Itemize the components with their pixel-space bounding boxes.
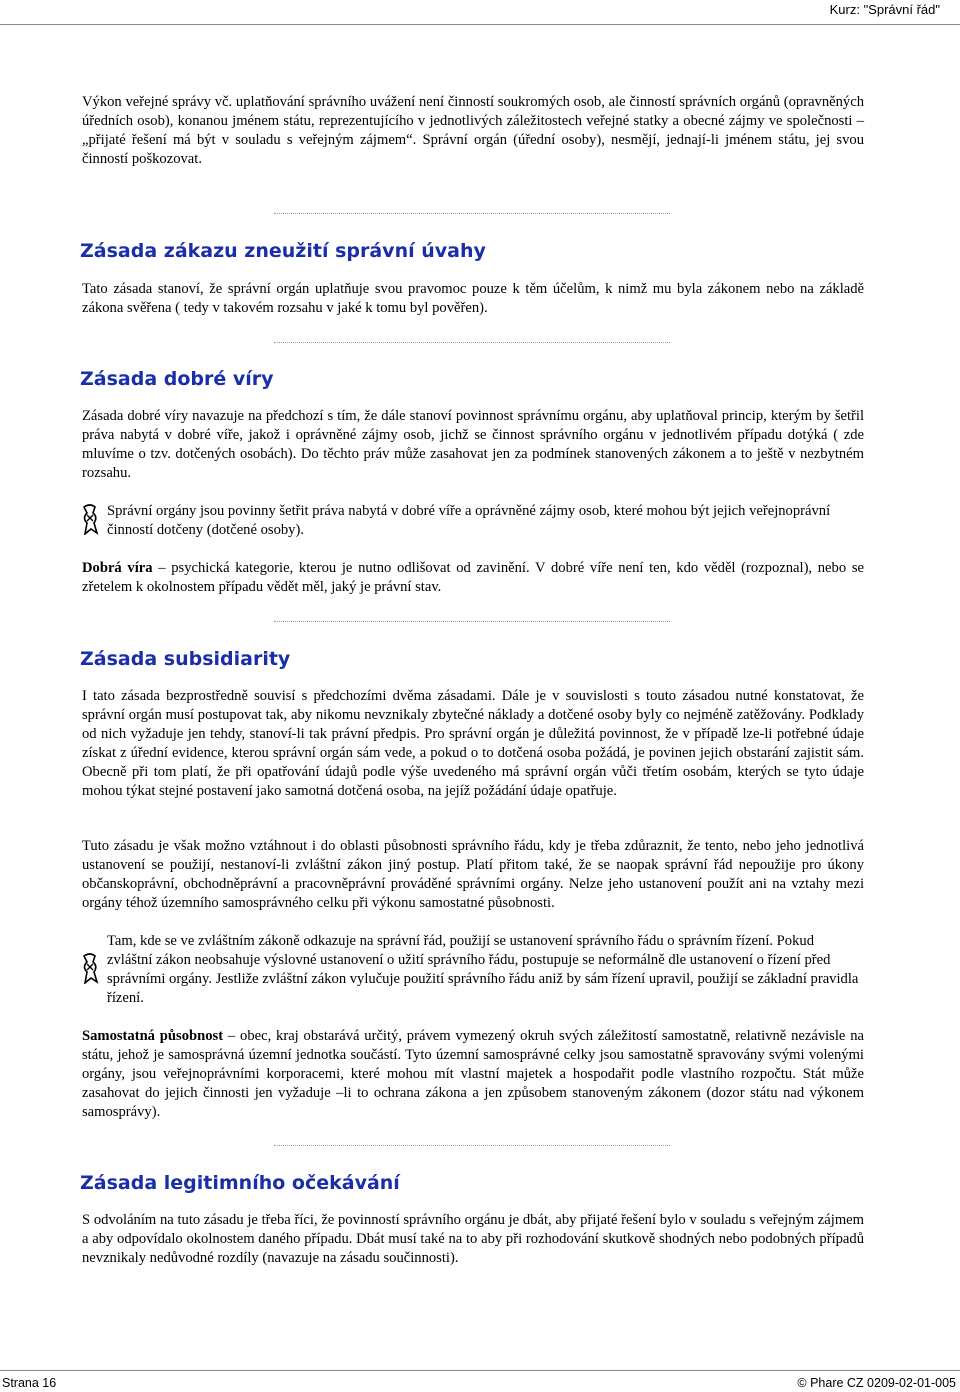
section-body-subsidiarity-2 <box>82 837 864 913</box>
paragraph: Tato zásada stanoví, že správní orgán uplatňuje svou pravomoc pouze k těm účelům, k nimž mu byla zákonem nebo na základě zákona svěřena ( tedy v takovém rozsahu v jaké k tomu byl pověřen). <box>82 281 864 316</box>
note-box <box>107 502 867 540</box>
section-body-zneuziti <box>82 280 864 318</box>
section-heading-zneuziti: Zásada zákazu zneužití správní úvahy <box>80 240 486 262</box>
section-divider <box>274 342 670 343</box>
section-body-dobre-viry <box>82 407 864 483</box>
note-text: Správní orgány jsou povinny šetřit práva nabytá v dobré víře a oprávněné zájmy osob, které mohou být jejich veřejnoprávní činností dotčeny (dotčené osoby). <box>107 503 831 538</box>
note-pin-icon <box>80 952 100 984</box>
definition-samostatna-pusobnost <box>82 1027 864 1122</box>
paragraph: Zásada dobré víry navazuje na předchozí s tím, že dále stanoví povinnost správnímu orgánu, aby uplatňoval princip, kterým by šetřil práva nabytá v dobré víře, jakož i oprávněné zájmy osob, jichž se činnost správního orgánu v jednotlivém případu dotýká ( zde mluvíme o tzv. dotčených osobách). Do těchto práv může zasahovat jen za podmínek stanovených zákonem a to ještě v nezbytném rozsahu. <box>82 408 864 481</box>
footer-divider <box>0 1370 960 1371</box>
definition-term: Samostatná působnost <box>82 1028 224 1044</box>
section-divider <box>274 621 670 622</box>
note-text: Tam, kde se ve zvláštním zákoně odkazuje na správní řád, použijí se ustanovení správního řádu o správním řízení. Pokud zvláštní zákon neobsahuje výslovné ustanovení o užití správního řádu, postupuje se neformálně dle ustanovení o řízení před správními orgány. Jestliže zvláštní zákon vylučuje použití správního řádu aniž by sám řízení upravil, použijí se základní pravidla řízení. <box>107 933 859 1006</box>
section-heading-legitimniho-ocekavani: Zásada legitimního očekávání <box>80 1172 400 1194</box>
note-box <box>107 932 859 1008</box>
intro-text: Výkon veřejné správy vč. uplatňování správního uvážení není činností soukromých osob, ale činností správních orgánů (opravněných úředních osob), konanou jménem státu, reprezentujícího v jednotlivých záležitostech veřejné statky a obecné zájmy ve společnosti – „přijaté řešení má být v souladu s veřejným zájmem“. Správní orgán (úřední osoby), nesmějí, jednají-li jménem státu, jej svou činností poškozovat. <box>82 94 864 167</box>
section-heading-dobre-viry: Zásada dobré víry <box>80 368 274 390</box>
paragraph: Tuto zásadu je však možno vztáhnout i do oblasti působnosti správního řádu, kdy je třeba zdůraznit, že tento, nebo jeho jednotlivá ustanovení se použijí, nestanoví-li zvláštní zákon jiný postup. Platí přitom také, že se naopak správní řád nepoužije pro úkony občanskoprávní, obchodněprávní a pracovněprávní prováděné správními orgány. Nelze jeho ustanovení použít ani na vztahy mezi orgány téhož územního samosprávného celku při výkonu samostatné působnosti. <box>82 838 864 911</box>
document-title: Kurz: "Správní řád" <box>829 2 940 17</box>
header-divider <box>0 24 960 25</box>
copyright: © Phare CZ 0209-02-01-005 <box>797 1376 956 1390</box>
paragraph: I tato zásada bezprostředně souvisí s předchozími dvěma zásadami. Dále je v souvislosti s touto zásadou nutné konstatovat, že správní orgán musí postupovat tak, aby nikomu nevznikaly zbytečné náklady a dotčené osoby byly co nejméně zatěžovány. Podklady od nich vyžaduje jen tehdy, stanoví-li tak právní předpis. Pro správní orgán je důležitá povinnost, že v případě lze-li potřebné údaje získat z úřední evidence, kterou správní orgán sám vede, a pokud o to dotčená osoba požádá, je povinen jejich obstarání zajistit sám. Obecně při tom platí, že při opatřování údajů podle výše uvedeného má správní orgán vůči třetím osobám, kterých se tyto údaje mohou týkat stejné postavení jako samotná dotčená osoba, na jejíž požádání údaje opatřuje. <box>82 688 864 799</box>
section-body-legitimniho-ocekavani <box>82 1211 864 1268</box>
definition-text: – psychická kategorie, kterou je nutno odlišovat od zavinění. V dobré víře není ten, kdo věděl (rozpoznal), nebo se zřetelem k okolnostem případu vědět měl, jaký je právní stav. <box>82 560 864 595</box>
section-body-subsidiarity <box>82 687 864 801</box>
definition-dobra-vira <box>82 559 864 597</box>
paragraph: S odvoláním na tuto zásadu je třeba říci, že povinností správního orgánu je dbát, aby přijaté řešení bylo v souladu s veřejným zájmem a aby odpovídalo okolnostem daného případu. Dbát musí také na to aby při rozhodování skutkově shodných nebo podobných případů nevznikaly nedůvodné rozdíly (navazuje na zásadu součinnosti). <box>82 1212 864 1266</box>
page-number: Strana 16 <box>2 1376 57 1390</box>
definition-term: Dobrá víra <box>82 560 153 576</box>
note-pin-icon <box>80 503 100 535</box>
section-heading-subsidiarity: Zásada subsidiarity <box>80 648 291 670</box>
intro-paragraph <box>82 93 864 169</box>
section-divider <box>274 213 670 214</box>
definition-text: – obec, kraj obstarává určitý, právem vymezený okruh svých záležitostí samostatně, relativně nezávisle na státu, jehož je samosprávná územní jednotka součástí. Tyto územní samosprávné celky jsou samostatně spravovány svými volenými orgány, jsou veřejnoprávními korporacemi, které mohou mít vlastní majetek a hospodařit podle vlastního rozpočtu. Stát může zasahovat do jejich činnosti jen vyžaduje –li to ochrana zákona a jen způsobem stanoveným zákonem (dozor státu nad výkonem samosprávy). <box>82 1028 864 1120</box>
section-divider <box>274 1145 670 1146</box>
